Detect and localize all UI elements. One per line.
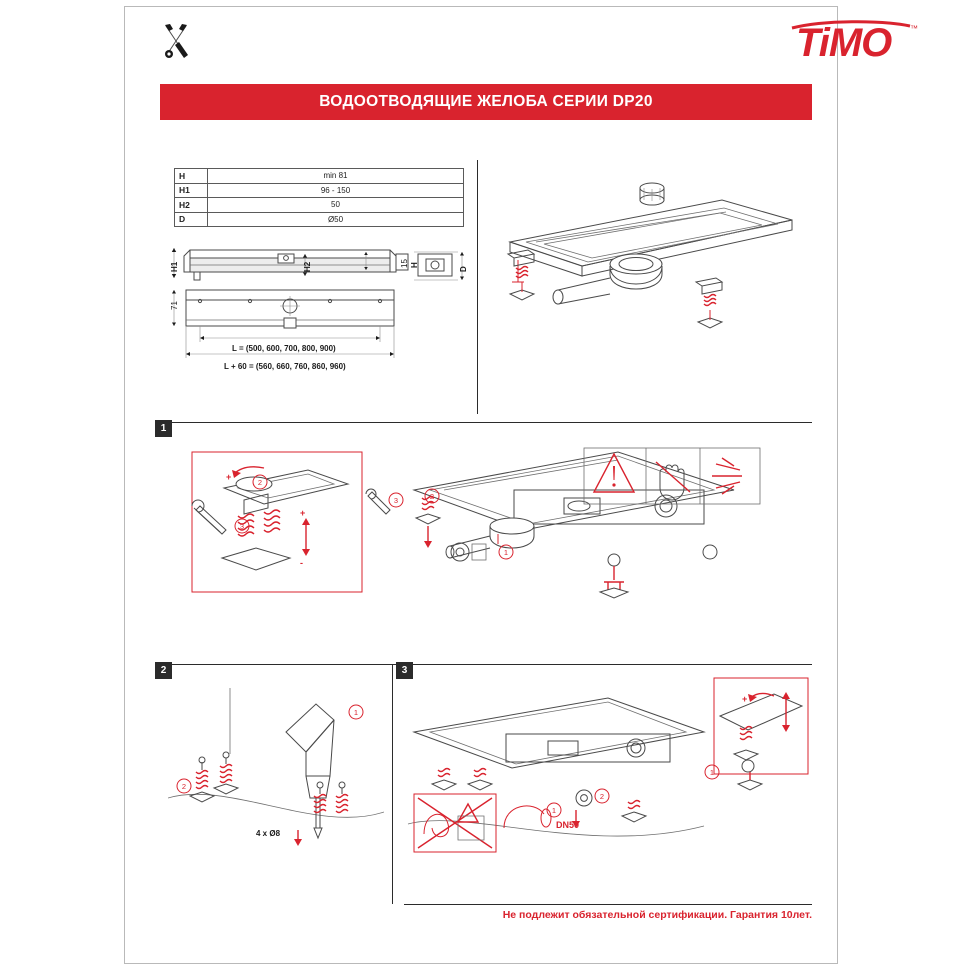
table-row	[175, 183, 464, 198]
spec-key: H	[175, 169, 208, 184]
spec-value: 50	[208, 198, 464, 213]
step-2-illustration	[168, 684, 384, 884]
spec-value: 96 - 150	[208, 183, 464, 198]
table-row	[175, 212, 464, 227]
dim-h2-label: H2	[303, 261, 312, 272]
footer-note	[160, 905, 812, 923]
svg-text:1: 1	[551, 806, 557, 815]
table-row	[175, 198, 464, 213]
dim-d-label: D	[459, 266, 468, 272]
table-row	[175, 169, 464, 184]
tools-icon	[160, 22, 220, 66]
spec-key: H2	[175, 198, 208, 213]
spec-value: min 81	[208, 169, 464, 184]
page-title	[160, 84, 812, 120]
svg-text:TiMO: TiMO	[796, 21, 892, 65]
dim-15-label: 15	[400, 259, 409, 268]
svg-text:DN50: DN50	[556, 820, 580, 830]
svg-text:+: +	[300, 508, 306, 518]
dim-length-plus-label: L + 60 = (560, 660, 760, 860, 960)	[224, 362, 346, 371]
svg-text:1: 1	[353, 708, 359, 717]
step-3-illustration	[404, 676, 812, 888]
step-number-3: 3	[396, 662, 413, 679]
svg-text:™: ™	[910, 24, 918, 33]
page-title-text: ВОДООТВОДЯЩИЕ ЖЕЛОБА СЕРИИ DP20	[319, 93, 653, 110]
step-number-2: 2	[155, 662, 172, 679]
spec-key: D	[175, 212, 208, 227]
step-1-illustration	[168, 440, 812, 620]
svg-text:2: 2	[257, 478, 263, 487]
step-number-1: 1	[155, 420, 172, 437]
spec-key: H1	[175, 183, 208, 198]
footer-note-text: Не подлежит обязательной сертификации. Гарантия 10лет.	[502, 909, 812, 921]
svg-text:+: +	[226, 472, 232, 482]
spec-value: Ø50	[208, 212, 464, 227]
svg-text:2: 2	[599, 792, 605, 801]
svg-text:2: 2	[429, 492, 435, 501]
brand-logo	[784, 18, 924, 66]
spec-table	[174, 168, 464, 227]
svg-text:3: 3	[393, 496, 399, 505]
svg-text:2: 2	[181, 782, 187, 791]
svg-text:-: -	[300, 558, 303, 568]
svg-text:3: 3	[239, 522, 245, 531]
assembly-3d-view	[492, 180, 822, 370]
svg-text:4 x Ø8: 4 x Ø8	[256, 829, 281, 838]
dim-h1-label: H1	[170, 261, 179, 272]
svg-text:+: +	[742, 694, 748, 704]
svg-text:1: 1	[503, 548, 509, 557]
dim-h-label: H	[410, 262, 419, 268]
dim-length-label: L = (500, 600, 700, 800, 900)	[232, 344, 336, 353]
svg-text:1: 1	[709, 768, 715, 777]
dim-71-label: 71	[170, 301, 179, 310]
